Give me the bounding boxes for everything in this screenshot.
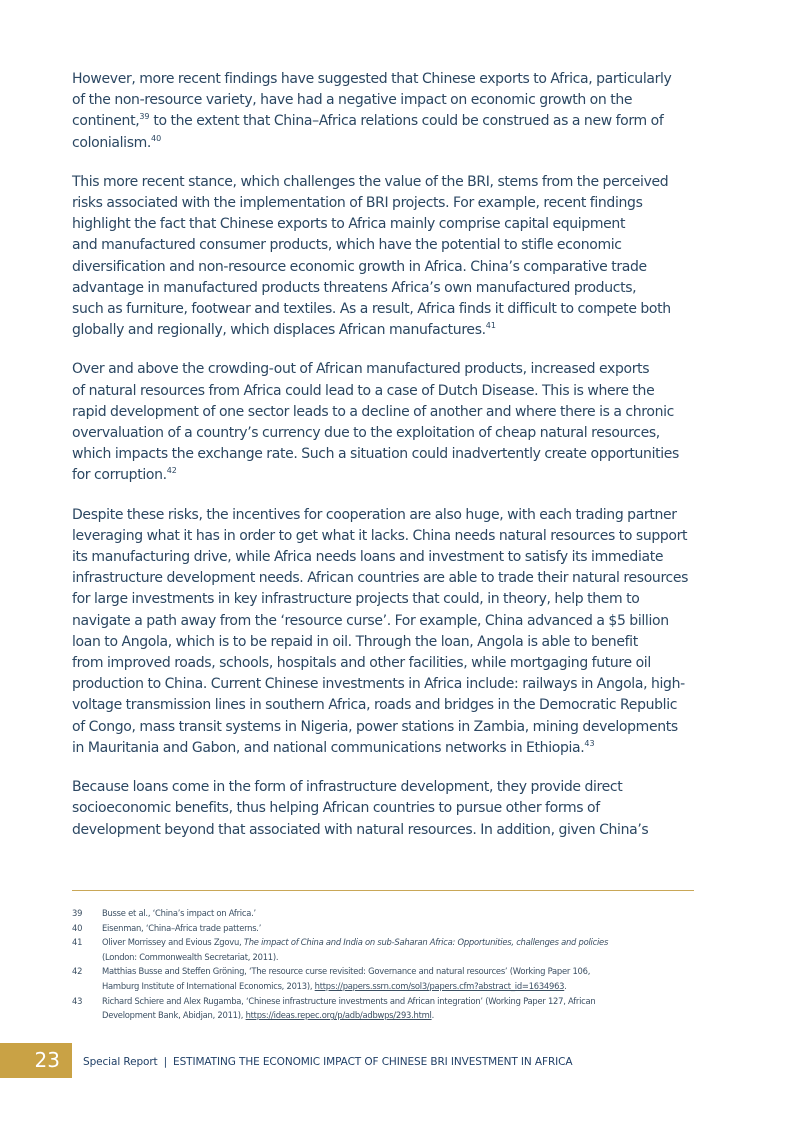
footer-title: ESTIMATING THE ECONOMIC IMPACT OF CHINESE BRI INVESTMENT IN AFRICA [173, 1056, 573, 1068]
text-line: advantage in manufactured products threatens Africa’s own manufactured products, [72, 279, 637, 296]
footnote-text: . [564, 980, 567, 991]
footnote [72, 994, 697, 1023]
text-line: voltage transmission lines in southern Africa, roads and bridges in the Democratic Republic [72, 697, 678, 714]
text-line: leveraging what it has in order to get what it lacks. China needs natural resources to support [72, 527, 688, 544]
text-line: development beyond that associated with natural resources. In addition, given China’s [72, 821, 649, 838]
footnote [72, 964, 697, 993]
text-line [72, 111, 695, 132]
page-number: 23 [0, 1043, 72, 1078]
footnote-ref[interactable]: 40 [151, 133, 162, 143]
footnote-number: 40 [72, 922, 83, 933]
text-line: Despite these risks, the incentives for cooperation are also huge, with each trading partner [72, 506, 677, 523]
text-segment: for corruption. [72, 467, 167, 484]
text-line: highlight the fact that Chinese exports to Africa mainly comprise capital equipment [72, 216, 626, 233]
text-line: overvaluation of a country’s currency due to the exploitation of cheap natural resources, [72, 425, 660, 442]
footnote-number: 42 [72, 966, 83, 977]
text-line [72, 320, 695, 341]
footnote-text: Eisenman, ‘China–Africa trade patterns.’ [102, 922, 262, 933]
footnote-number: 39 [72, 908, 83, 918]
footnote-line [102, 1008, 697, 1023]
footnotes [72, 906, 697, 1023]
paragraph [72, 777, 695, 841]
footer-separator: | [163, 1056, 168, 1068]
footnote-ref[interactable]: 43 [584, 738, 595, 748]
text-line: Over and above the crowding-out of African manufactured products, increased exports [72, 361, 650, 378]
footnote-line [102, 950, 697, 965]
text-line: loan to Angola, which is to be repaid in oil. Through the loan, Angola is able to benefit [72, 633, 638, 650]
text-line: and manufactured consumer products, which have the potential to stifle economic [72, 237, 622, 254]
footnote-link[interactable]: https://papers.ssrn.com/sol3/papers.cfm?abstract_id=1634963 [314, 980, 565, 991]
text-segment: in Mauritania and Gabon, and national communications networks in Ethiopia. [72, 739, 585, 756]
text-line: rapid development of one sector leads to a decline of another and where there is a chronic [72, 403, 674, 420]
footnote-line [102, 921, 697, 936]
footnote-line [102, 979, 697, 994]
footnote-ref[interactable]: 41 [485, 321, 496, 331]
footnote-number: 43 [72, 995, 83, 1006]
text-line: However, more recent findings have suggested that Chinese exports to Africa, particularly [72, 71, 672, 87]
paragraph [72, 505, 695, 759]
text-line: of the non-resource variety, have had a negative impact on economic growth on the [72, 92, 633, 109]
text-line: production to China. Current Chinese investments in Africa include: railways in Angola, high- [72, 676, 685, 693]
text-segment: to the extent that China–Africa relations could be construed as a new form of [149, 113, 664, 130]
footnote-ref[interactable]: 42 [166, 466, 177, 476]
paragraph [72, 69, 695, 154]
footnote-text: (London: Commonwealth Secretariat, 2011). [102, 951, 279, 962]
text-line: socioeconomic benefits, thus helping African countries to pursue other forms of [72, 800, 600, 817]
footnote-text: Hamburg Institute of International Economics, 2013), [102, 980, 315, 991]
footnote [72, 935, 697, 964]
footnote-number: 41 [72, 937, 83, 948]
body-text [72, 69, 695, 859]
text-line: such as furniture, footwear and textiles. As a result, Africa finds it difficult to compete both [72, 301, 671, 318]
text-line: of natural resources from Africa could lead to a case of Dutch Disease. This is where the [72, 382, 655, 399]
text-line [72, 133, 695, 154]
paragraph [72, 172, 695, 342]
text-line: diversification and non-resource economic growth in Africa. China’s comparative trade [72, 258, 647, 275]
footnote-line [102, 935, 697, 950]
text-segment: colonialism. [72, 134, 152, 151]
footnote-divider [72, 890, 694, 891]
text-line: navigate a path away from the ‘resource curse’. For example, China advanced a $5 billion [72, 612, 669, 629]
text-line: Because loans come in the form of infrastructure development, they provide direct [72, 779, 623, 796]
paragraph [72, 359, 695, 486]
footnote [72, 906, 697, 921]
footnote-text: Richard Schiere and Alex Rugamba, ‘Chinese infrastructure investments and African integration’ (Working Paper 127, African [102, 995, 596, 1006]
footer-section: Special Report [83, 1056, 158, 1068]
footnote-text: Oliver Morrissey and Evious Zgovu, [102, 937, 244, 948]
text-segment: continent, [72, 113, 140, 130]
text-line: which impacts the exchange rate. Such a situation could inadvertently create opportunities [72, 446, 679, 463]
footnote-line [102, 906, 697, 921]
footnote-text: Development Bank, Abidjan, 2011), [102, 1010, 246, 1021]
text-line: This more recent stance, which challenges the value of the BRI, stems from the perceived [72, 173, 669, 190]
footnote-line [102, 994, 697, 1009]
text-line: of Congo, mass transit systems in Nigeria, power stations in Zambia, mining developments [72, 718, 678, 735]
footnote-text: Matthias Busse and Steffen Gröning, ‘The resource curse revisited: Governance and natural resources’ (Working Paper 106, [102, 966, 591, 977]
footnote-ref[interactable]: 39 [139, 112, 150, 122]
footnote-line [102, 964, 697, 979]
text-line: risks associated with the implementation of BRI projects. For example, recent findings [72, 195, 643, 212]
text-line: its manufacturing drive, while Africa needs loans and investment to satisfy its immediate [72, 549, 664, 566]
text-line [72, 738, 695, 759]
text-segment: globally and regionally, which displaces African manufactures. [72, 322, 486, 339]
footnote-link[interactable]: https://ideas.repec.org/p/adb/adbwps/293.html [245, 1010, 432, 1021]
text-line [72, 465, 695, 486]
footnote-text: Busse et al., ‘China’s impact on Africa.’ [102, 908, 256, 918]
footnote-text: . [431, 1010, 435, 1021]
running-footer [83, 1056, 572, 1068]
text-line: infrastructure development needs. African countries are able to trade their natural resources [72, 570, 689, 587]
footnote [72, 921, 697, 936]
text-line: from improved roads, schools, hospitals and other facilities, while mortgaging future oil [72, 655, 651, 672]
text-line: for large investments in key infrastructure projects that could, in theory, help them to [72, 591, 640, 608]
footnote-title: The impact of China and India on sub-Saharan Africa: Opportunities, challenges and policies [243, 937, 609, 948]
